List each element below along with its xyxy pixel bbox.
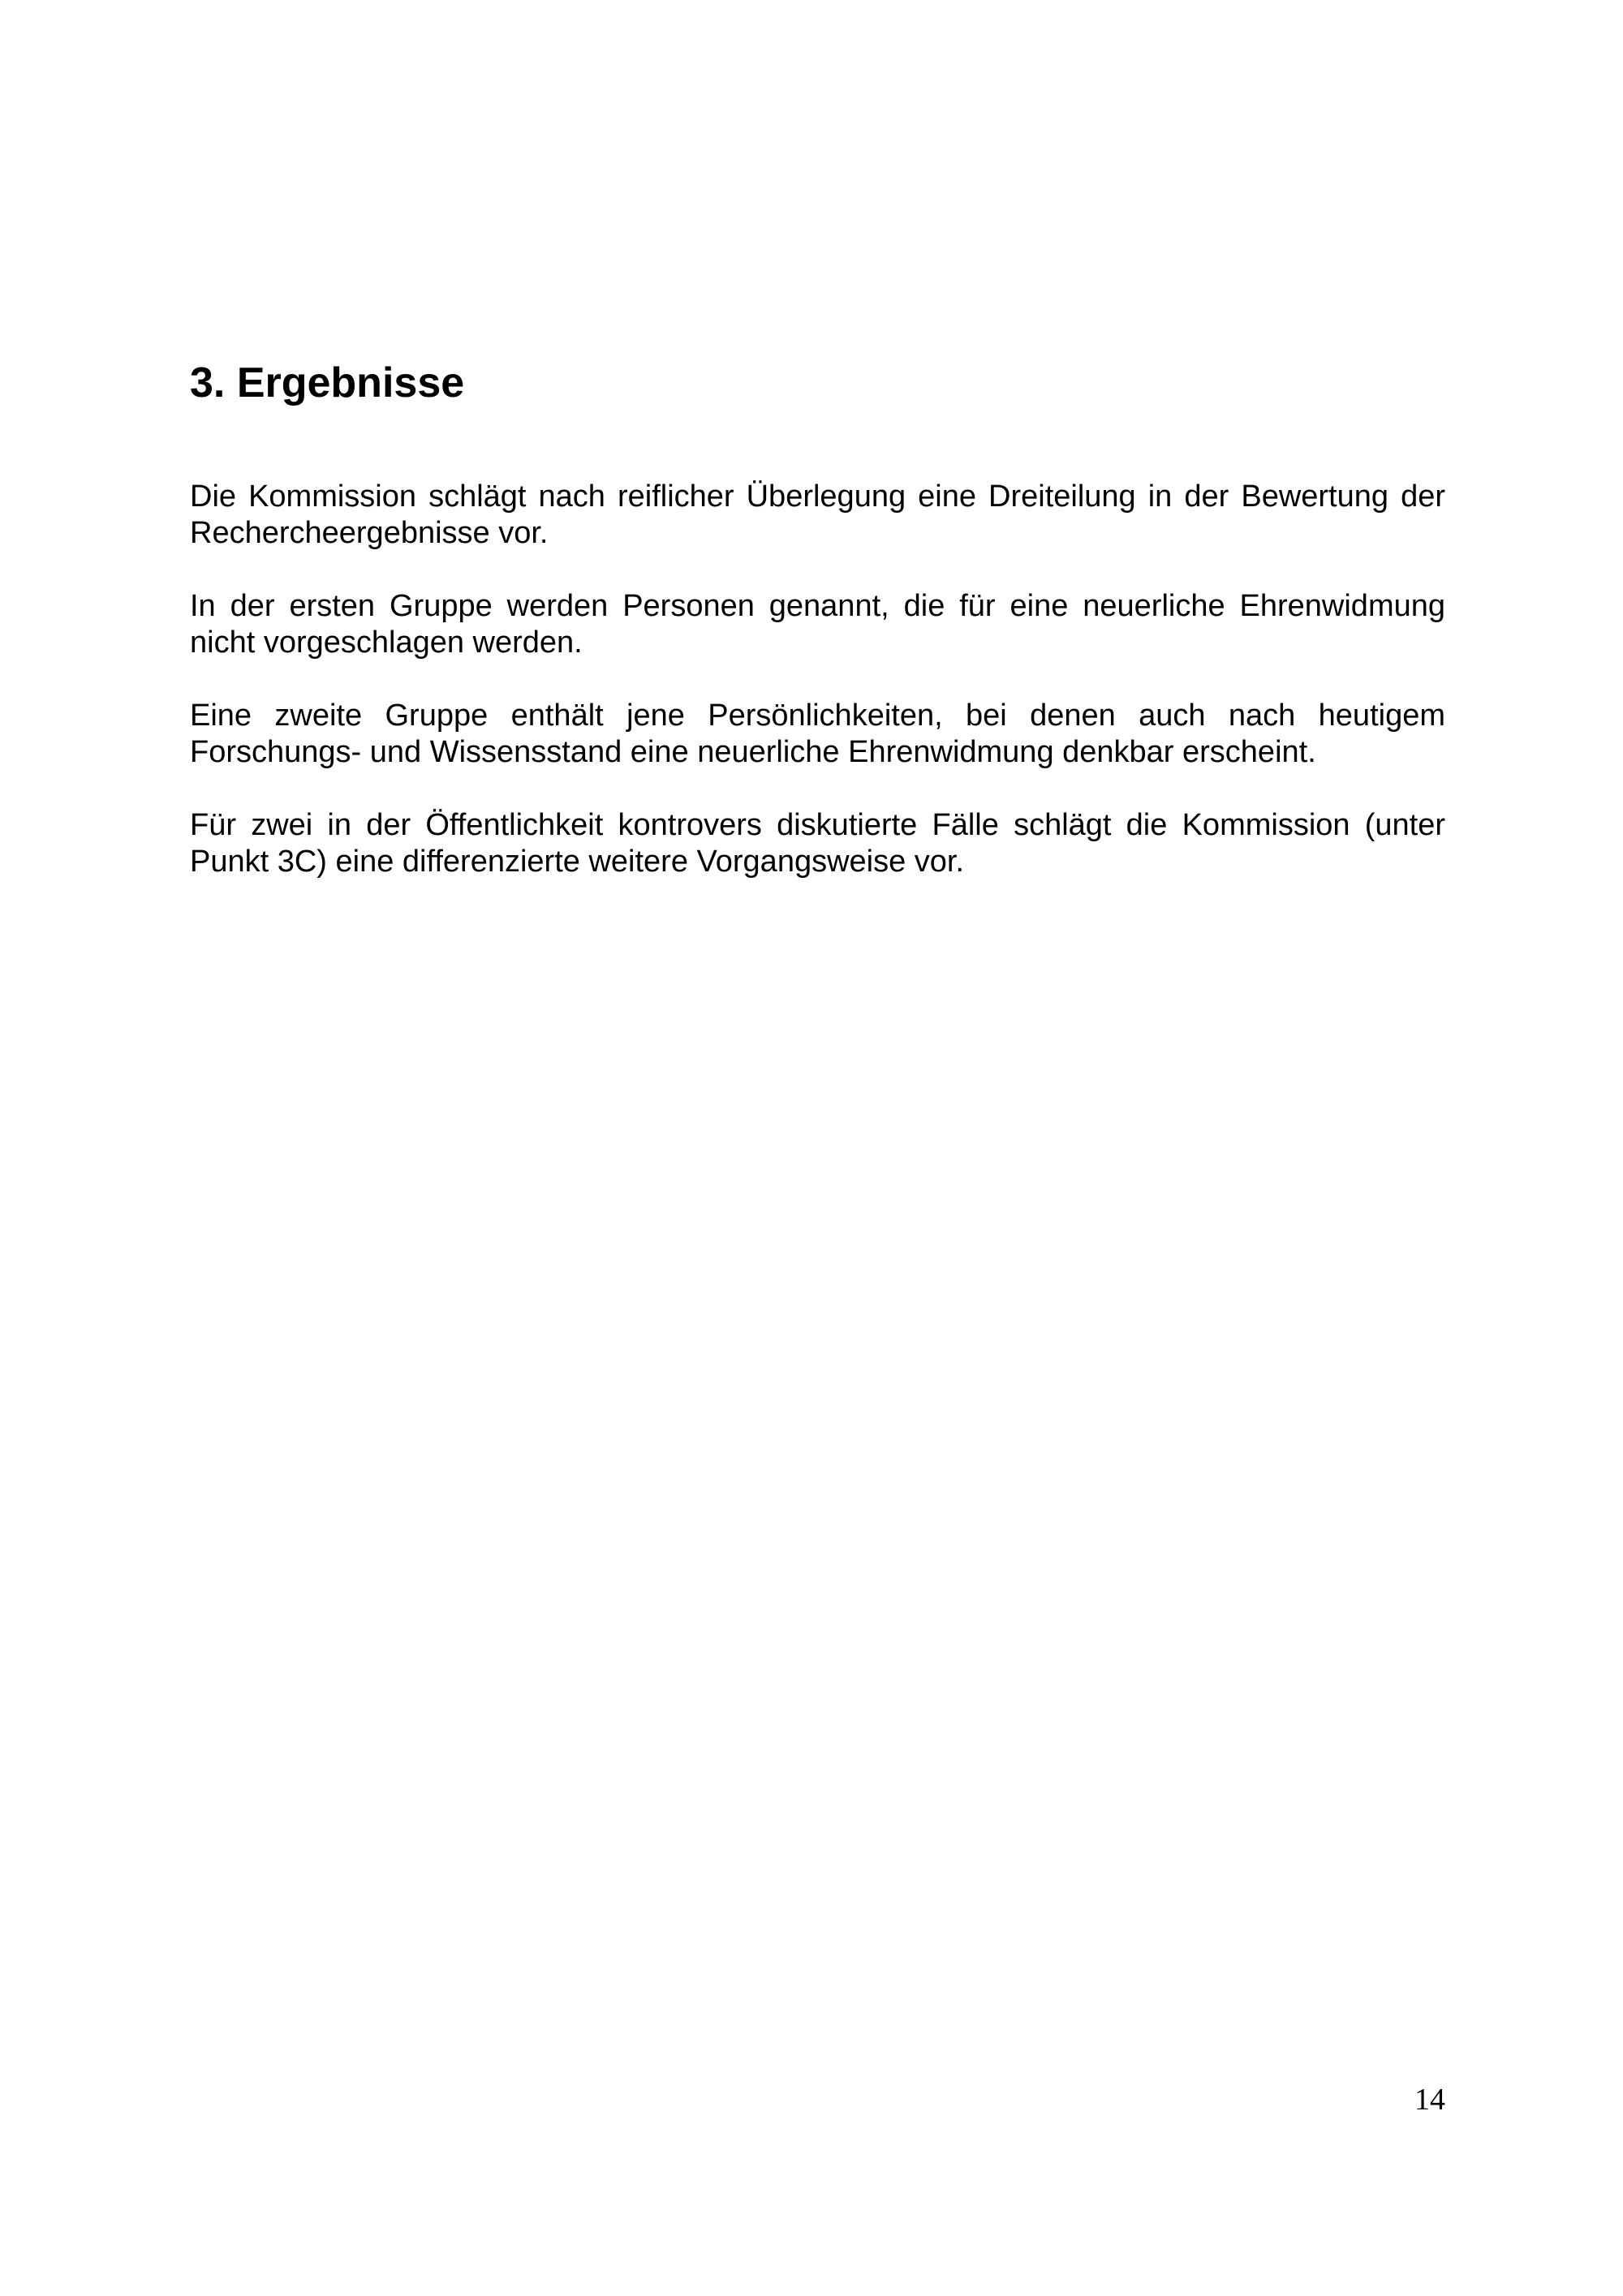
section-body	[190, 479, 1445, 917]
page-number: 14	[1414, 2083, 1445, 2117]
paragraph-group-one: In der ersten Gruppe werden Personen genannt, die für eine neuerliche Ehrenwidmung nicht vorgeschlagen werden.	[190, 589, 1445, 660]
section-heading: 3. Ergebnisse	[190, 359, 465, 406]
paragraph-intro: Die Kommission schlägt nach reiflicher Überlegung eine Dreiteilung in der Bewertung der Rechercheergebnisse vor.	[190, 479, 1445, 550]
paragraph-group-two: Eine zweite Gruppe enthält jene Persönlichkeiten, bei denen auch nach heutigem Forschungs- und Wissensstand eine neuerliche Ehrenwidmung denkbar erscheint.	[190, 699, 1445, 769]
paragraph-controversial-cases: Für zwei in der Öffentlichkeit kontrovers diskutierte Fälle schlägt die Kommission (unter Punkt 3C) eine differenzierte weitere Vorgangsweise vor.	[190, 808, 1445, 879]
